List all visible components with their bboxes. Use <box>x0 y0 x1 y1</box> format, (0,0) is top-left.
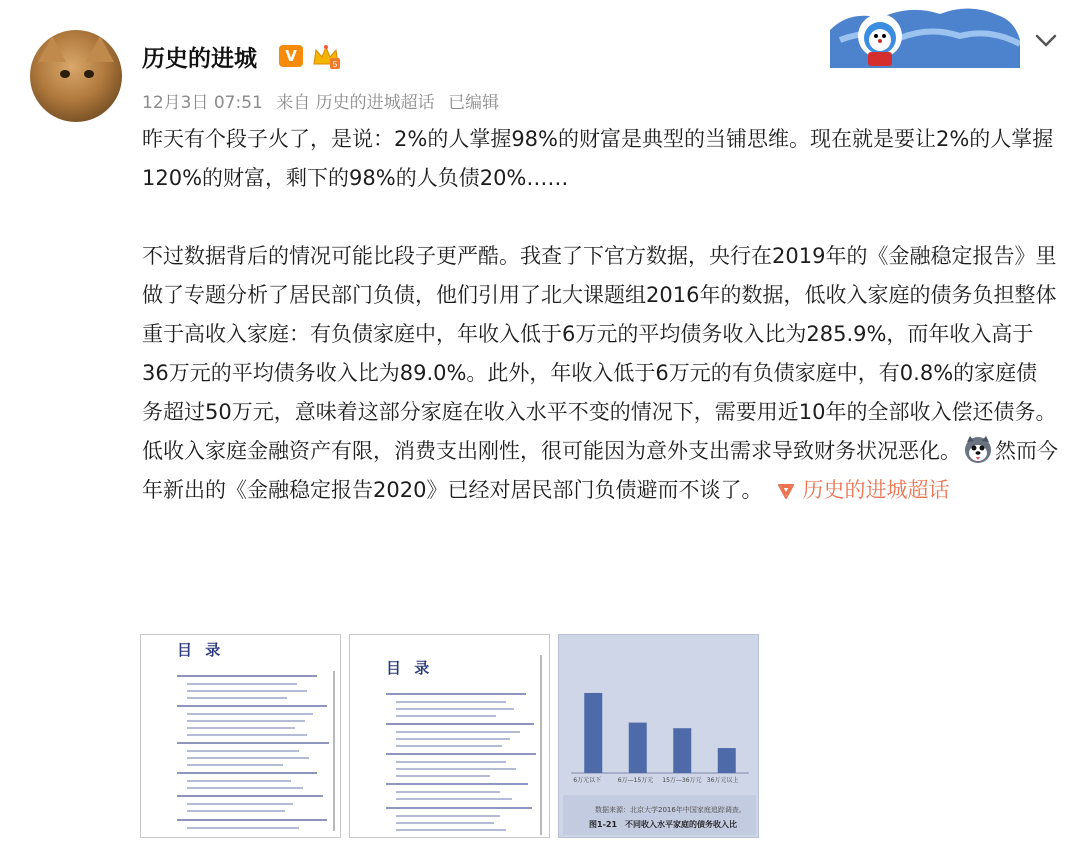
post-paragraph-1: 昨天有个段子火了，是说：2%的人掌握98%的财富是典型的当铺思维。现在就是要让2%的人掌握120%的财富，剩下的98%的人负债20%…… <box>142 127 1054 190</box>
super-topic-link[interactable] <box>762 478 949 502</box>
post-paragraph-2-tail: 然而今年新出的《金融稳定报告2020》已经对居民部门负债避而不谈了。 <box>142 439 1058 502</box>
chart-bar-4 <box>718 748 736 773</box>
chart-bar-1 <box>584 693 602 773</box>
chart-bar-3 <box>673 728 691 773</box>
post-paragraph-2 <box>142 237 1058 510</box>
verified-badge: V <box>279 45 303 67</box>
avatar[interactable] <box>30 30 122 122</box>
post-image-toc-2[interactable] <box>349 634 550 838</box>
avatar-cat-ear-right <box>86 36 114 62</box>
super-topic-label[interactable]: 历史的进城超话 <box>802 478 950 502</box>
chart-x-tick-label: 36万元以上 <box>706 777 739 784</box>
chart-x-tick-label: 15万—36万元 <box>662 777 702 784</box>
post-source[interactable]: 来自 历史的进城超话 <box>276 93 435 113</box>
chevron-down-icon[interactable] <box>1032 30 1060 50</box>
chart-bar-2 <box>629 723 647 773</box>
avatar-cat-ear-left <box>38 36 66 62</box>
svg-text:5: 5 <box>332 60 338 69</box>
crown-level-icon <box>311 42 341 70</box>
post-body <box>142 120 1058 510</box>
chart-caption: 图1-21 不同收入水平家庭的债务收入比 <box>589 820 738 829</box>
post-meta <box>142 88 507 113</box>
chart-source-note: 数据来源：北京大学2016年中国家庭追踪调查。 <box>595 806 746 814</box>
post-edited-label[interactable]: 已编辑 <box>448 93 500 113</box>
post-image-debt-chart[interactable] <box>558 634 759 838</box>
toc-title: 目 录 <box>177 641 225 659</box>
chart-x-tick-label: 6万元以下 <box>573 777 602 784</box>
super-topic-icon <box>776 482 796 500</box>
post-paragraph-2-text: 不过数据背后的情况可能比段子更严酷。我查了下官方数据，央行在2019年的《金融稳定报告》里做了专题分析了居民部门负债，他们引用了北大课题组2016年的数据，低收入家庭的债务负担整体重于高收入家庭：有负债家庭中，年收入低于6万元的平均债务收入比为285.9%，而年收入高于36万元的平均债务收入比为89.0%。此外，年收入低于6万元的有负债家庭中，有0.8%的家庭债务超过50万元，意味着这部分家庭在收入水平不变的情况下，需要用近10年的全部收入偿还债务。低收入家庭金融资产有限，消费支出刚性，很可能因为意外支出需求导致财务状况恶化。 <box>142 244 1057 463</box>
avatar-cat-eye-left <box>60 70 70 78</box>
doraemon-sticker-icon <box>830 0 1020 68</box>
chart-x-tick-label: 6万—15万元 <box>617 777 654 784</box>
toc-title: 目 录 <box>386 659 434 677</box>
post-image-toc-1[interactable] <box>140 634 341 838</box>
author-name[interactable]: 历史的进城 <box>142 46 257 72</box>
avatar-cat-eye-right <box>84 70 94 78</box>
husky-dog-emoji-icon <box>963 434 993 464</box>
post-timestamp[interactable]: 12月3日 07:51 <box>142 93 263 113</box>
